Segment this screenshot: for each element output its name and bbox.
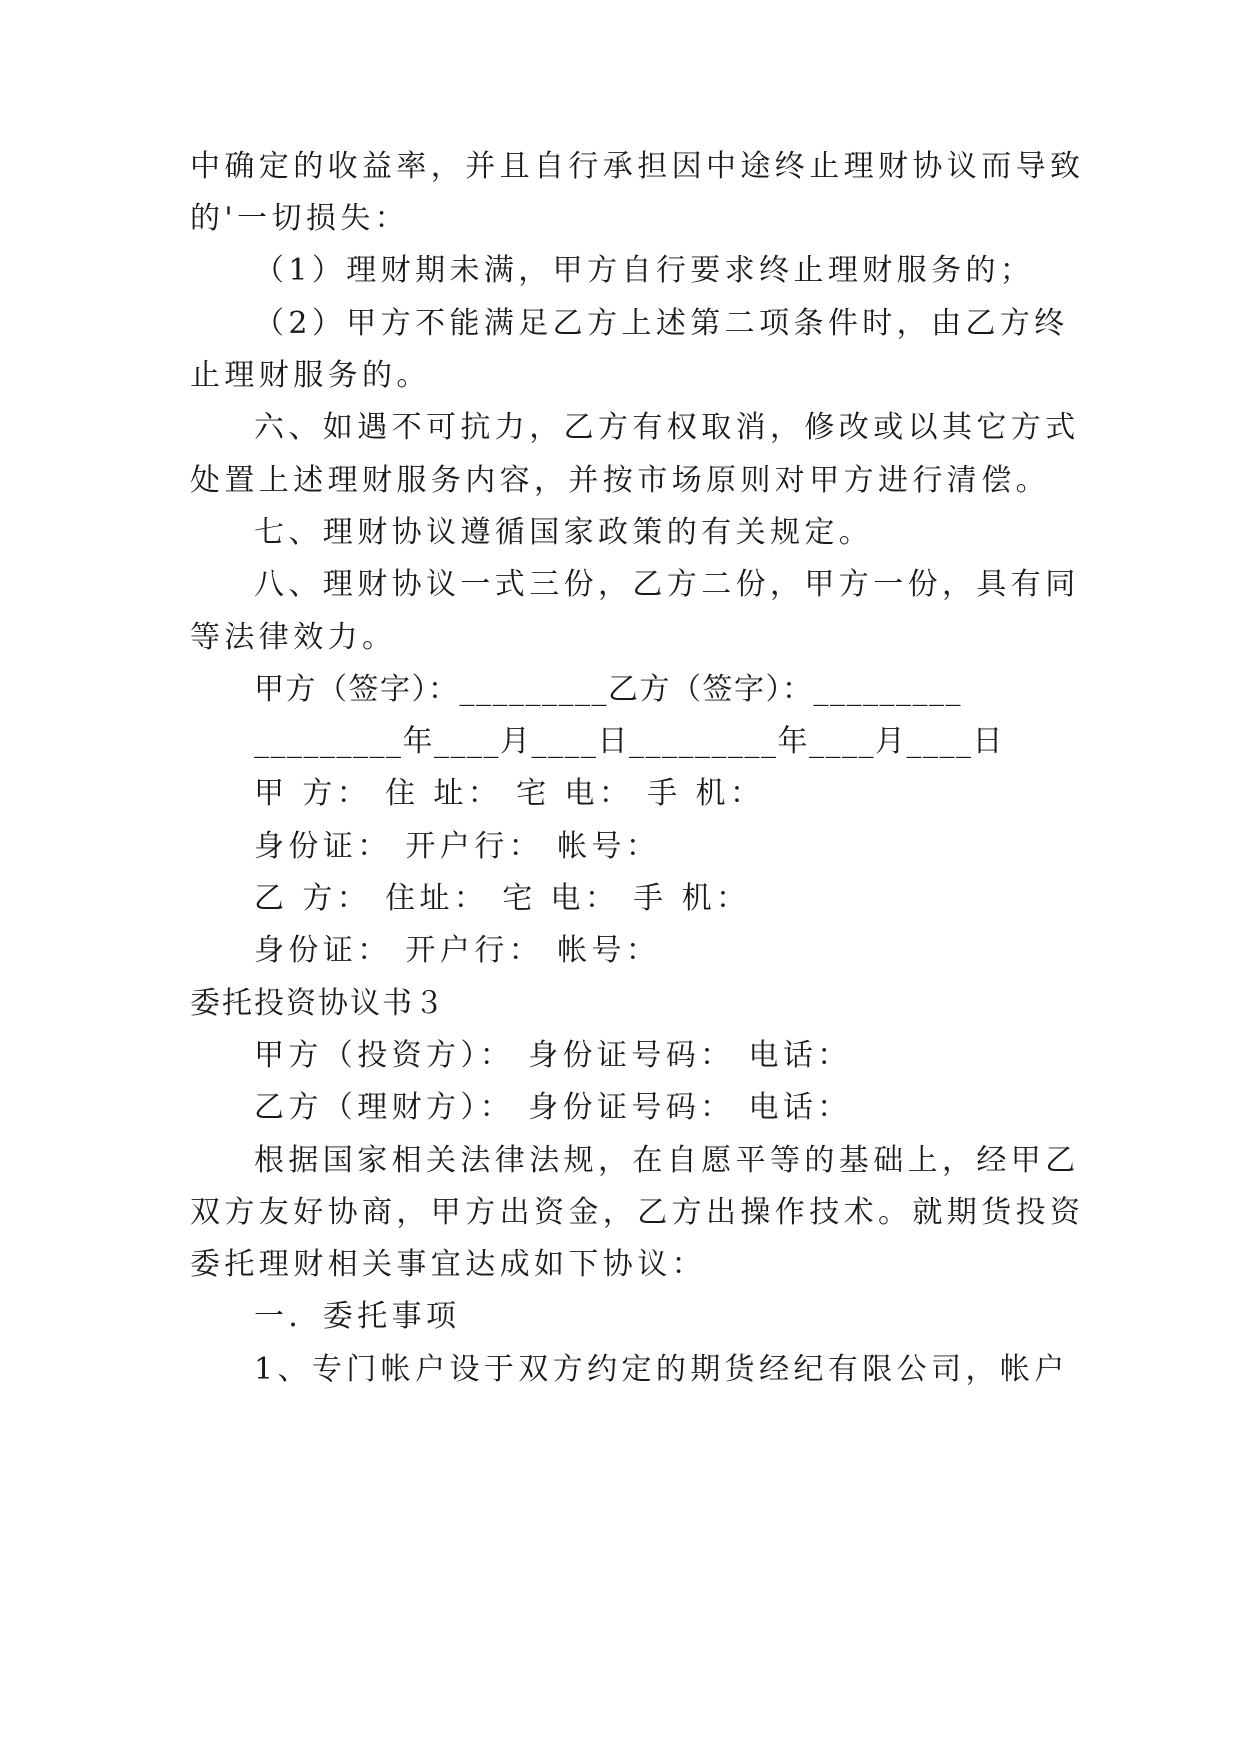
- clause-six: 六、如遇不可抗力，乙方有权取消，修改或以其它方式: [254, 410, 1080, 445]
- party-a-investor: 甲方（投资方）： 身份证号码： 电话：: [254, 1038, 852, 1073]
- party-a-info: 甲 方： 住 址： 宅 电： 手 机：: [254, 776, 765, 811]
- clause-seven: 七、理财协议遵循国家政策的有关规定。: [254, 515, 874, 550]
- preamble-line: 双方友好协商，甲方出资金，乙方出操作技术。就期货投资: [190, 1195, 1085, 1230]
- clause-item: 1、专门帐户设于双方约定的期货经纪有限公司，帐户: [254, 1352, 1069, 1387]
- paragraph-line: 中确定的收益率，并且自行承担因中途终止理财协议而导致: [190, 149, 1085, 184]
- party-b-manager: 乙方（理财方）： 身份证号码： 电话：: [254, 1090, 852, 1125]
- preamble-line: 委托理财相关事宜达成如下协议：: [190, 1247, 706, 1282]
- date-line: _________年____月____日_________年____月____日: [254, 724, 1004, 759]
- paragraph-line: 处置上述理财服务内容，并按市场原则对甲方进行清偿。: [190, 463, 1050, 498]
- party-a-id-info: 身份证： 开户行： 帐号：: [254, 829, 661, 864]
- clause-heading: 一．委托事项: [254, 1299, 461, 1334]
- section-title: 委托投资协议书３: [190, 986, 446, 1021]
- clause-eight: 八、理财协议一式三份，乙方二份，甲方一份，具有同: [254, 567, 1080, 602]
- signature-line: 甲方（签字）：_________乙方（签字）：_________: [254, 672, 962, 707]
- party-b-id-info: 身份证： 开户行： 帐号：: [254, 933, 661, 968]
- list-item-2: （2）甲方不能满足乙方上述第二项条件时，由乙方终: [254, 306, 1069, 341]
- paragraph-line: 的'一切损失：: [190, 201, 410, 236]
- paragraph-line: 等法律效力。: [190, 620, 397, 655]
- paragraph-line: 止理财服务的。: [190, 358, 431, 393]
- preamble-line: 根据国家相关法律法规，在自愿平等的基础上，经甲乙: [254, 1143, 1080, 1178]
- party-b-info: 乙 方： 住址： 宅 电： 手 机：: [254, 881, 751, 916]
- list-item-1: （1）理财期未满，甲方自行要求终止理财服务的；: [254, 253, 1035, 288]
